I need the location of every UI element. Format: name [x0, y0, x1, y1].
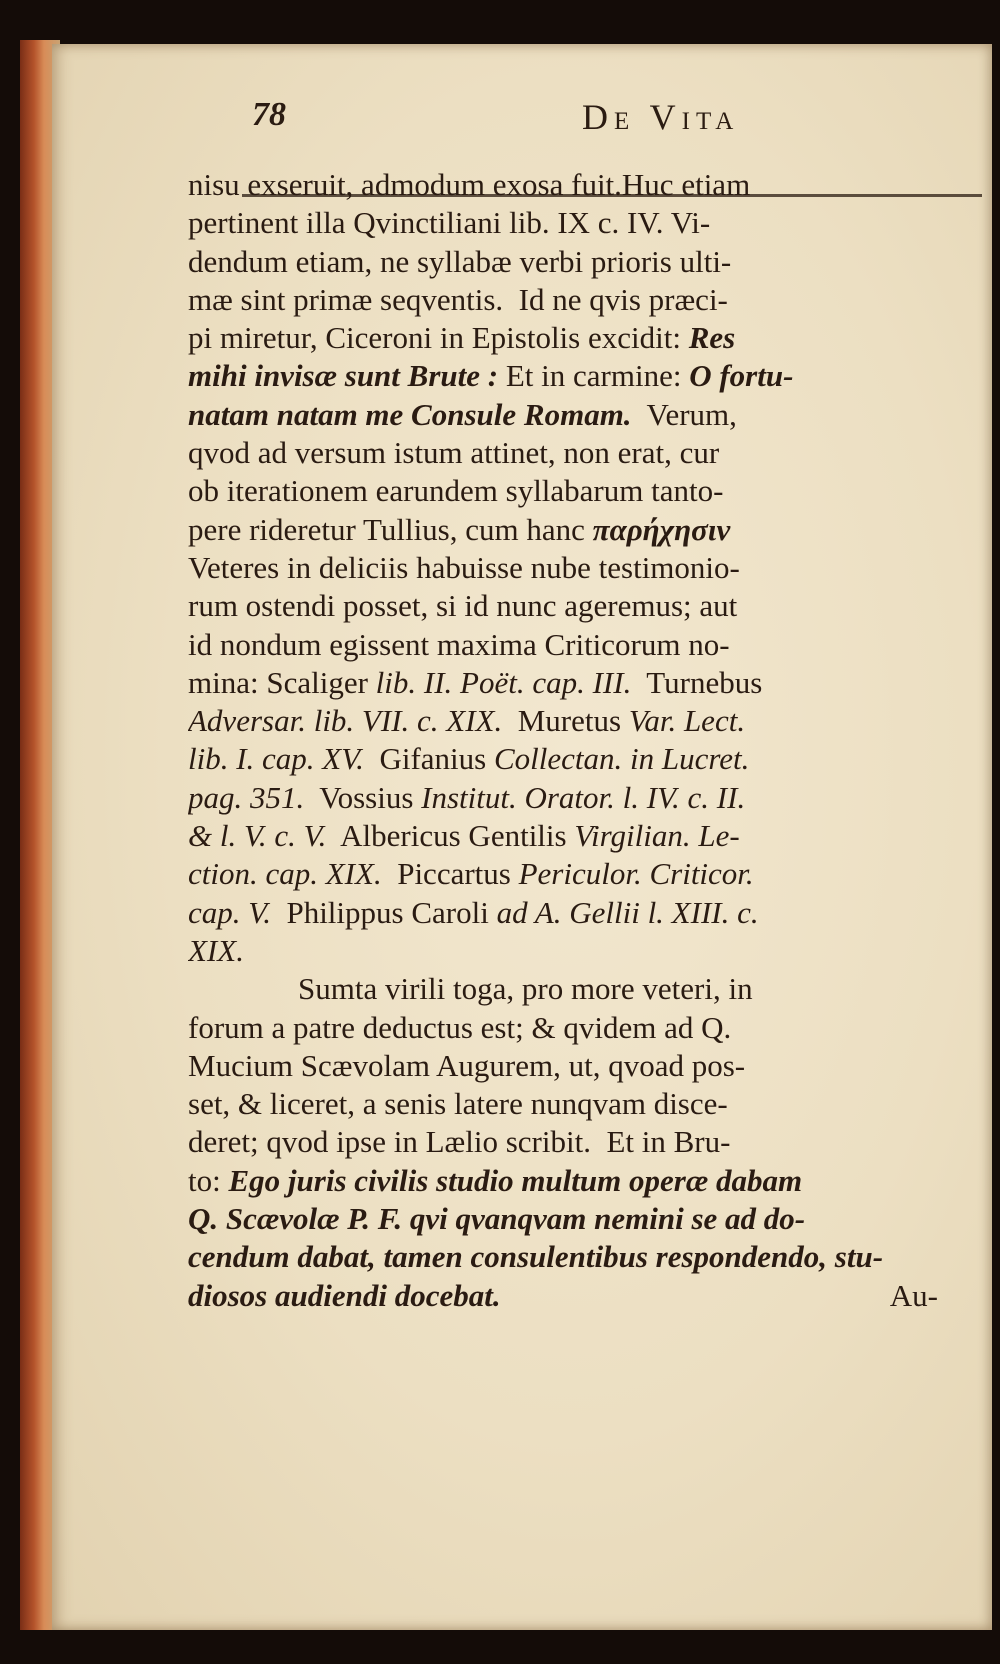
text-segment: Veteres in deliciis habuisse nube testimonio-: [188, 549, 740, 585]
text-segment: pertinent illa Qvinctiliani lib. IX c. IV. Vi-: [188, 205, 711, 241]
text-line: [188, 1009, 938, 1047]
text-segment: Virgilian. Le-: [574, 818, 740, 854]
text-line: [188, 434, 938, 472]
text-line: [188, 970, 938, 1008]
text-segment: lib. I. cap. XV.: [188, 741, 364, 777]
text-line: [188, 357, 938, 395]
text-line: [188, 626, 938, 664]
text-line: [188, 932, 938, 970]
text-line: [188, 472, 938, 510]
text-line: [188, 243, 938, 281]
text-segment: deret; qvod ipse in Lælio scribit. Et in Bru-: [188, 1124, 731, 1160]
text-line: [188, 1047, 938, 1085]
text-line: [188, 855, 938, 893]
text-segment: Et in carmine:: [505, 358, 690, 394]
text-segment: Verum,: [631, 396, 737, 432]
text-segment: forum a patre deductus est; & qvidem ad Q.: [188, 1009, 732, 1045]
text-segment: Gifanius: [363, 741, 494, 777]
text-segment: id nondum egissent maxima Criticorum no-: [188, 626, 730, 662]
text-line: [188, 204, 938, 242]
text-line: [188, 1238, 938, 1276]
running-head: [252, 96, 972, 146]
text-segment: diosos audiendi docebat.: [188, 1277, 501, 1313]
text-segment: Collectan. in Lucret.: [493, 741, 750, 777]
text-segment: pi miretur, Ciceroni in Epistolis excidit:: [188, 320, 689, 356]
text-line: [188, 1085, 938, 1123]
text-segment: nisu exseruit, admodum exosa fuit.Huc etiam: [188, 167, 751, 202]
text-segment: cap. V.: [188, 894, 271, 930]
text-segment: to:: [188, 1162, 229, 1198]
text-segment: ction. cap. XIX.: [188, 856, 382, 892]
text-line: [188, 319, 938, 357]
text-segment: Sumta virili toga, pro more veteri, in: [298, 971, 753, 1007]
text-segment: ad A. Gellii l. XIII. c.: [496, 894, 759, 930]
text-segment: ob iterationem earundem syllabarum tanto-: [188, 473, 724, 509]
text-line: [188, 740, 938, 778]
text-line: [188, 894, 938, 932]
text-line: [188, 817, 938, 855]
text-segment: Var. Lect.: [628, 703, 746, 739]
text-line: [188, 511, 938, 549]
text-segment: Albericus Gentilis: [326, 818, 575, 854]
text-line: [188, 664, 938, 702]
text-segment: Turnebus: [631, 664, 763, 700]
text-segment: rum ostendi posset, si id nunc ageremus; aut: [188, 588, 738, 624]
text-segment: Periculor. Criticor.: [518, 856, 754, 892]
text-segment: cendum dabat, tamen consulentibus respondendo, stu-: [188, 1239, 884, 1275]
text-segment: Q. Scævolæ P. F. qvi qvanqvam nemini se ad do-: [188, 1201, 806, 1237]
text-segment: Institut. Orator. l. IV. c. II.: [421, 779, 746, 815]
text-segment: lib. II. Poët. cap. III.: [375, 664, 632, 700]
text-line: [188, 587, 938, 625]
text-line: [188, 396, 938, 434]
text-segment: XIX.: [188, 932, 244, 968]
text-line: [188, 281, 938, 319]
text-segment: & l. V. c. V.: [188, 818, 327, 854]
text-line: [188, 166, 938, 204]
text-segment: qvod ad versum istum attinet, non erat, cur: [188, 435, 720, 471]
text-line: [188, 779, 938, 817]
running-title: De Vita: [582, 97, 740, 137]
text-line: [188, 1277, 938, 1315]
text-segment: Mucium Scævolam Augurem, ut, qvoad pos-: [188, 1047, 746, 1083]
text-segment: παρήχησιν: [592, 511, 731, 547]
page-number: 78: [252, 96, 286, 133]
text-segment: O fortu-: [689, 358, 794, 394]
text-segment: set, & liceret, a senis latere nunqvam disce-: [188, 1086, 728, 1122]
body-text: [188, 166, 938, 1315]
text-segment: pag. 351.: [188, 779, 305, 815]
text-segment: Philippus Caroli: [270, 894, 497, 930]
text-segment: Piccartus: [381, 856, 519, 892]
text-segment: Muretus: [502, 703, 629, 739]
text-line: [188, 1162, 938, 1200]
text-segment: pere rideretur Tullius, cum hanc: [188, 511, 593, 547]
text-segment: Ego juris civilis studio multum operæ dabam: [228, 1162, 803, 1198]
text-segment: natam natam me Consule Romam.: [188, 396, 632, 432]
text-segment: mihi invisæ sunt Brute :: [188, 358, 506, 394]
text-segment: Vossius: [304, 779, 422, 815]
text-line: [188, 1200, 938, 1238]
text-line: [188, 1123, 938, 1161]
catchword: Au-: [889, 1277, 938, 1313]
text-segment: mæ sint primæ seqventis. Id ne qvis præci-: [188, 281, 728, 317]
text-segment: Adversar. lib. VII. c. XIX.: [188, 703, 503, 739]
text-segment: dendum etiam, ne syllabæ verbi prioris ulti-: [188, 243, 732, 279]
text-line: [188, 702, 938, 740]
text-segment: Res: [688, 320, 736, 356]
text-line: [188, 549, 938, 587]
text-segment: mina: Scaliger: [188, 664, 376, 700]
